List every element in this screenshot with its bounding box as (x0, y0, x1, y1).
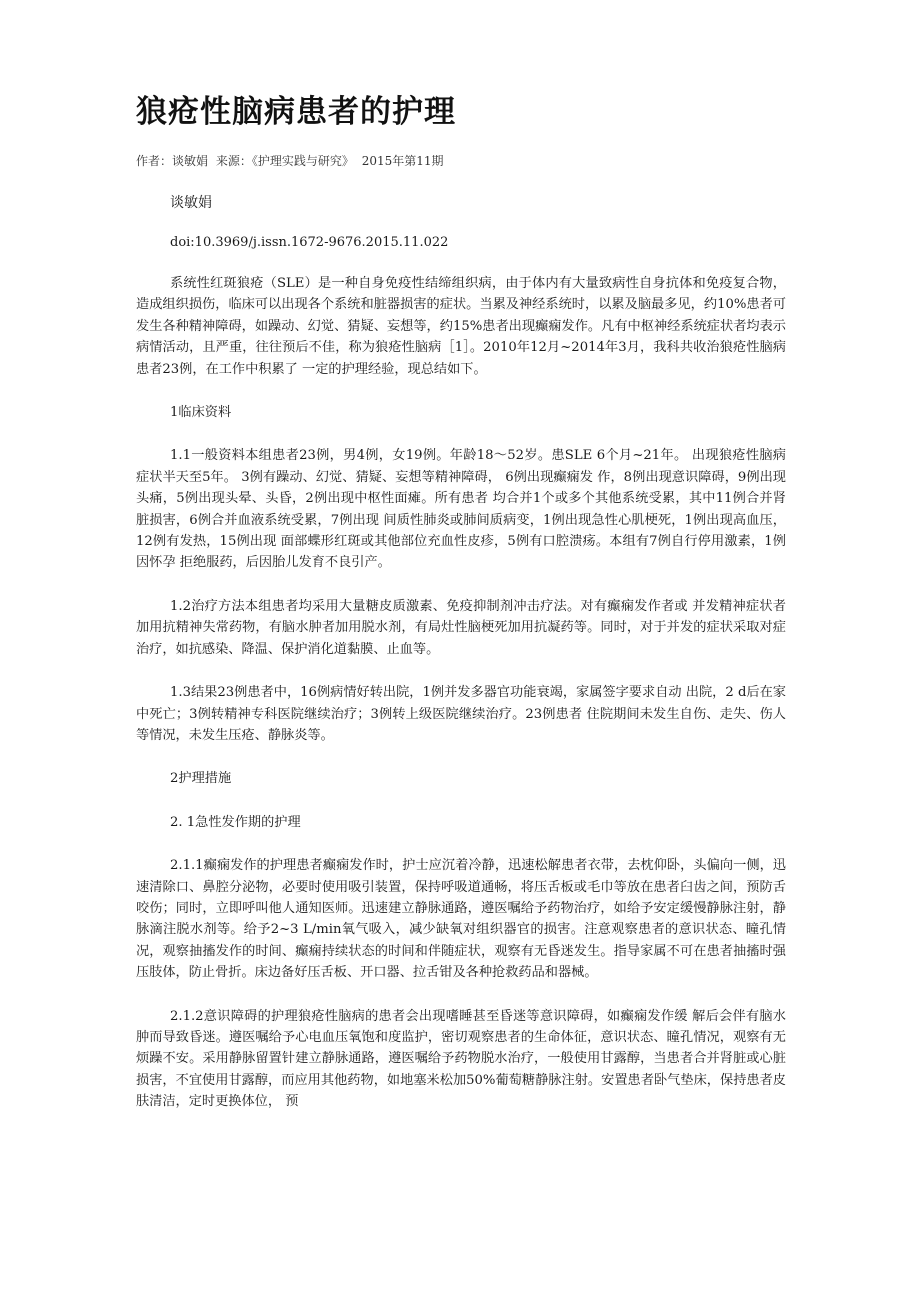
paragraph-general-data: 1.1一般资料本组患者23例，男4例，女19例。年龄18～52岁。患SLE 6个月~21年。 出现狼疮性脑病症状半天至5年。 3例有躁动、幻觉、猜疑、妄想等精神障碍， 6例出现癫痫发 作，8例出现意识障碍，9例出现头痛，5例出现头晕、头昏，2例出现中枢性面瘫。所有患者 均合并1个或多个其他系统受累，其中11例合并肾脏损害，6例合并血液系统受累，7例出现 间质性肺炎或肺间质病变，1例出现急性心肌梗死，1例出现高血压，12例有发热，15例出现 面部蝶形红斑或其他部位充血性皮疹，5例有口腔溃疡。本组有7例自行停用激素，1例因怀孕 拒绝服药，后因胎儿发育不良引产。 (136, 448, 786, 571)
article-body (136, 273, 786, 1135)
meta-source: 来源：《护理实践与研究》 (215, 154, 354, 168)
article-meta (136, 152, 448, 169)
section-heading-clinical: 1临床资料 (170, 405, 232, 421)
intro-paragraph: 系统性红斑狼疮（SLE）是一种自身免疫性结缔组织病，由于体内有大量致病性自身抗体和免疫复合物，造成组织损伤，临床可以出现各个系统和脏器损害的症状。当累及神经系统时，以累及脑最多见，约10%患者可发生各种精神障碍，如躁动、幻觉、猜疑、妄想等，约15%患者出现癫痫发作。凡有中枢神经系统症状者均表示病情活动，且严重，往往预后不佳，称为狼疮性脑病［1］。2010年12月~2014年3月，我科共收治狼疮性脑病患者23例，在工作中积累了 一定的护理经验，现总结如下。 (136, 276, 786, 377)
author-name: 谈敏娟 (170, 195, 212, 211)
meta-author: 作者：谈敏娟 (136, 154, 209, 168)
paragraph-treatment: 1.2治疗方法本组患者均采用大量糖皮质激素、免疫抑制剂冲击疗法。对有癫痫发作者或 并发精神症状者加用抗精神失常药物，有脑水肿者加用脱水剂，有局灶性脑梗死加用抗凝药等。同时，对于并发的症状采取对症治疗，如抗感染、降温、保护消化道黏膜、止血等。 (136, 598, 786, 657)
doi: doi:10.3969/j.issn.1672-9676.2015.11.022 (170, 235, 449, 250)
paragraph-epilepsy-care: 2.1.1癫痫发作的护理患者癫痫发作时，护士应沉着冷静，迅速松解患者衣带，去枕仰卧，头偏向一侧，迅速清除口、鼻腔分泌物，必要时使用吸引装置，保持呼吸道通畅，将压舌板或毛巾等放在患者臼齿之间，预防舌咬伤；同时，立即呼叫他人通知医师。迅速建立静脉通路，遵医嘱给予药物治疗，如给予安定缓慢静脉注射，静脉滴注脱水剂等。给予2~3 L/min氧气吸入，减少缺氧对组织器官的损害。注意观察患者的意识状态、瞳孔情况，观察抽搐发作的时间、癫痫持续状态的时间和伴随症状，观察有无昏迷发生。指导家属不可在患者抽搐时强压肢体，防止骨折。床边备好压舌板、开口器、拉舌钳及各种抢救药品和器械。 (136, 858, 786, 981)
section-heading-nursing: 2护理措施 (170, 771, 232, 787)
subsection-heading-acute: 2. 1急性发作期的护理 (170, 814, 301, 830)
paragraph-results: 1.3结果23例患者中，16例病情好转出院，1例并发多器官功能衰竭，家属签字要求自动 出院，2 d后在家中死亡；3例转精神专科医院继续治疗；3例转上级医院继续治疗。23例患者 住院期间未发生自伤、走失、伤人等情况，未发生压疮、静脉炎等。 (136, 685, 786, 743)
paragraph-consciousness-care: 2.1.2意识障碍的护理狼疮性脑病的患者会出现嗜睡甚至昏迷等意识障碍，如癫痫发作缓 解后会伴有脑水肿而导致昏迷。遵医嘱给予心电血压氧饱和度监护，密切观察患者的生命体征，意识状态、瞳孔情况，观察有无烦躁不安。采用静脉留置针建立静脉通路，遵医嘱给予药物脱水治疗，一般使用甘露醇，当患者合并肾脏或心脏损害，不宜使用甘露醇，而应用其他药物，如地塞米松加50%葡萄糖静脉注射。安置患者卧气垫床，保持患者皮肤清洁，定时更换体位， 预 (136, 1008, 786, 1110)
article-title: 狼疮性脑病患者的护理 (136, 94, 456, 130)
meta-issue: 2015年第11期 (361, 154, 444, 168)
